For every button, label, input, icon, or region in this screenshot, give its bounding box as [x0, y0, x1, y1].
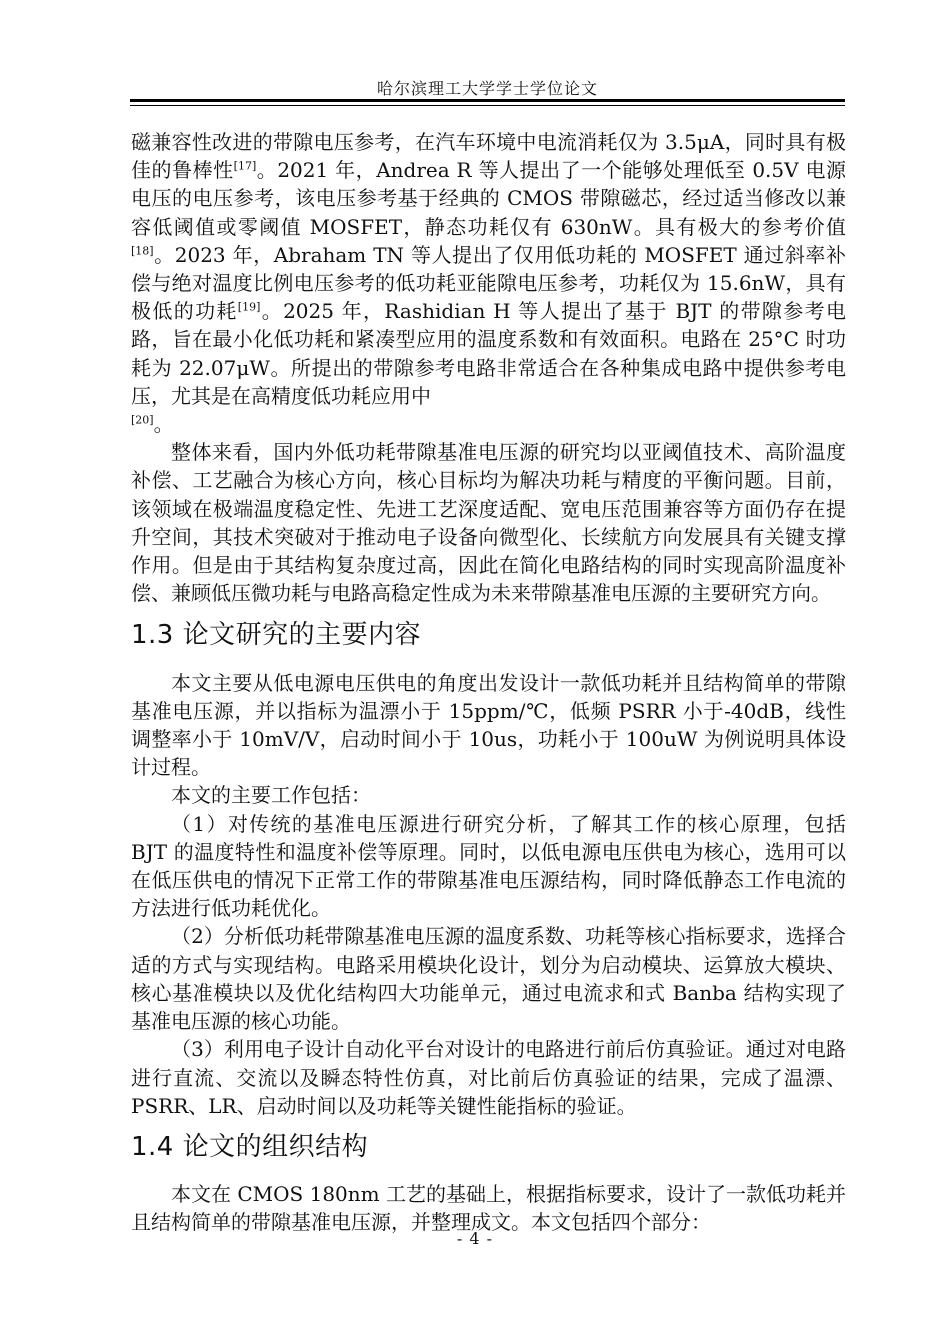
- text-span: 。2023 年，Abraham TN 等人提出了仅用低功耗的 MOSFET 通过斜率补偿与绝对温度比例电压参考的低功耗亚能隙电压参考，功耗仅为 15.6nW，具有极低的功耗: [131, 242, 846, 324]
- paragraph-organization: 本文在 CMOS 180nm 工艺的基础上，根据指标要求，设计了一款低功耗并且结构简单的带隙基准电压源，并整理成文。本文包括四个部分：: [131, 1182, 846, 1235]
- text-span: 。2021 年，Andrea R 等人提出了一个能够处理低至 0.5V 电源电压的电压参考，该电压参考基于经典的 CMOS 带隙磁芯，经过适当修改以兼容低阈值或零阈值 MOSFET，静态功耗仅有 630nW。具有极大的参考价值: [131, 158, 846, 239]
- citation-20: [20]: [131, 413, 154, 427]
- citation-18: [18]: [131, 244, 154, 258]
- header-rule-thin: [130, 105, 845, 106]
- page-number: - 4 -: [456, 1229, 494, 1248]
- text-span: 。: [153, 412, 174, 437]
- list-item-3: （3）利用电子设计自动化平台对设计的电路进行前后仿真验证。通过对电路进行直流、交流以及瞬态特性仿真，对比前后仿真验证的结果，完成了温漂、PSRR、LR、启动时间以及功耗等关键性能指标的验证。: [131, 1037, 846, 1118]
- text-span: 。2025 年，Rashidian H 等人提出了基于 BJT 的带隙参考电路，旨在最小化低功耗和紧凑型应用的温度系数和有效面积。电路在 25°C 时功耗为 22.07μW。所提出的带隙参考电路非常适合在各种集成电路中提供参考电压，尤其是在高精度低功耗应用中: [131, 299, 847, 408]
- list-item-1: （1）对传统的基准电压源进行研究分析，了解其工作的核心原理，包括 BJT 的温度特性和温度补偿等原理。同时，以低电源电压供电为核心，选用可以在低压供电的情况下正常工作的带隙基准电压源结构，同时降低静态工作电流的方法进行低功耗优化。: [131, 811, 846, 921]
- paragraph-main-content: 本文主要从低电源电压供电的角度出发设计一款低功耗并且结构简单的带隙基准电压源，并以指标为温漂小于 15ppm/℃，低频 PSRR 小于-40dB，线性调整率小于 10mV/V，启动时间小于 10us，功耗小于 100uW 为例说明具体设计过程。: [131, 670, 846, 780]
- running-header: 哈尔滨理工大学学士学位论文: [376, 79, 598, 98]
- body-text: [131, 128, 846, 1237]
- text-span: 磁兼容性改进的带隙电压参考，在汽车环境中电流消耗仅为 3.5μA，同时具有极佳的鲁棒性: [131, 130, 846, 183]
- citation-17: [17]: [233, 159, 257, 173]
- section-heading-1-3: 1.3 论文研究的主要内容: [131, 620, 422, 651]
- header-rule: [130, 99, 845, 102]
- list-item-2: （2）分析低功耗带隙基准电压源的温度系数、功耗等核心指标要求，选择合适的方式与实现结构。电路采用模块化设计，划分为启动模块、运算放大模块、核心基准模块以及优化结构四大功能单元，通过电流求和式 Banba 结构实现了基准电压源的核心功能。: [131, 924, 846, 1034]
- paragraph-summary: 整体来看，国内外低功耗带隙基准电压源的研究均以亚阈值技术、高阶温度补偿、工艺融合为核心方向，核心目标均为解决功耗与精度的平衡问题。目前，该领域在极端温度稳定性、先进工艺深度适配、宽电压范围兼容等方面仍存在提升空间，其技术突破对于推动电子设备向微型化、长续航方向发展具有关键支撑作用。但是由于其结构复杂度过高，因此在简化电路结构的同时实现高阶温度补偿、兼顾低压微功耗与电路高稳定性成为未来带隙基准电压源的主要研究方向。: [131, 440, 846, 606]
- section-heading-1-4: 1.4 论文的组织结构: [131, 1131, 369, 1162]
- paragraph-work-intro: 本文的主要工作包括：: [171, 783, 371, 808]
- paragraph-continued: [131, 128, 846, 438]
- citation-19: [19]: [237, 300, 261, 314]
